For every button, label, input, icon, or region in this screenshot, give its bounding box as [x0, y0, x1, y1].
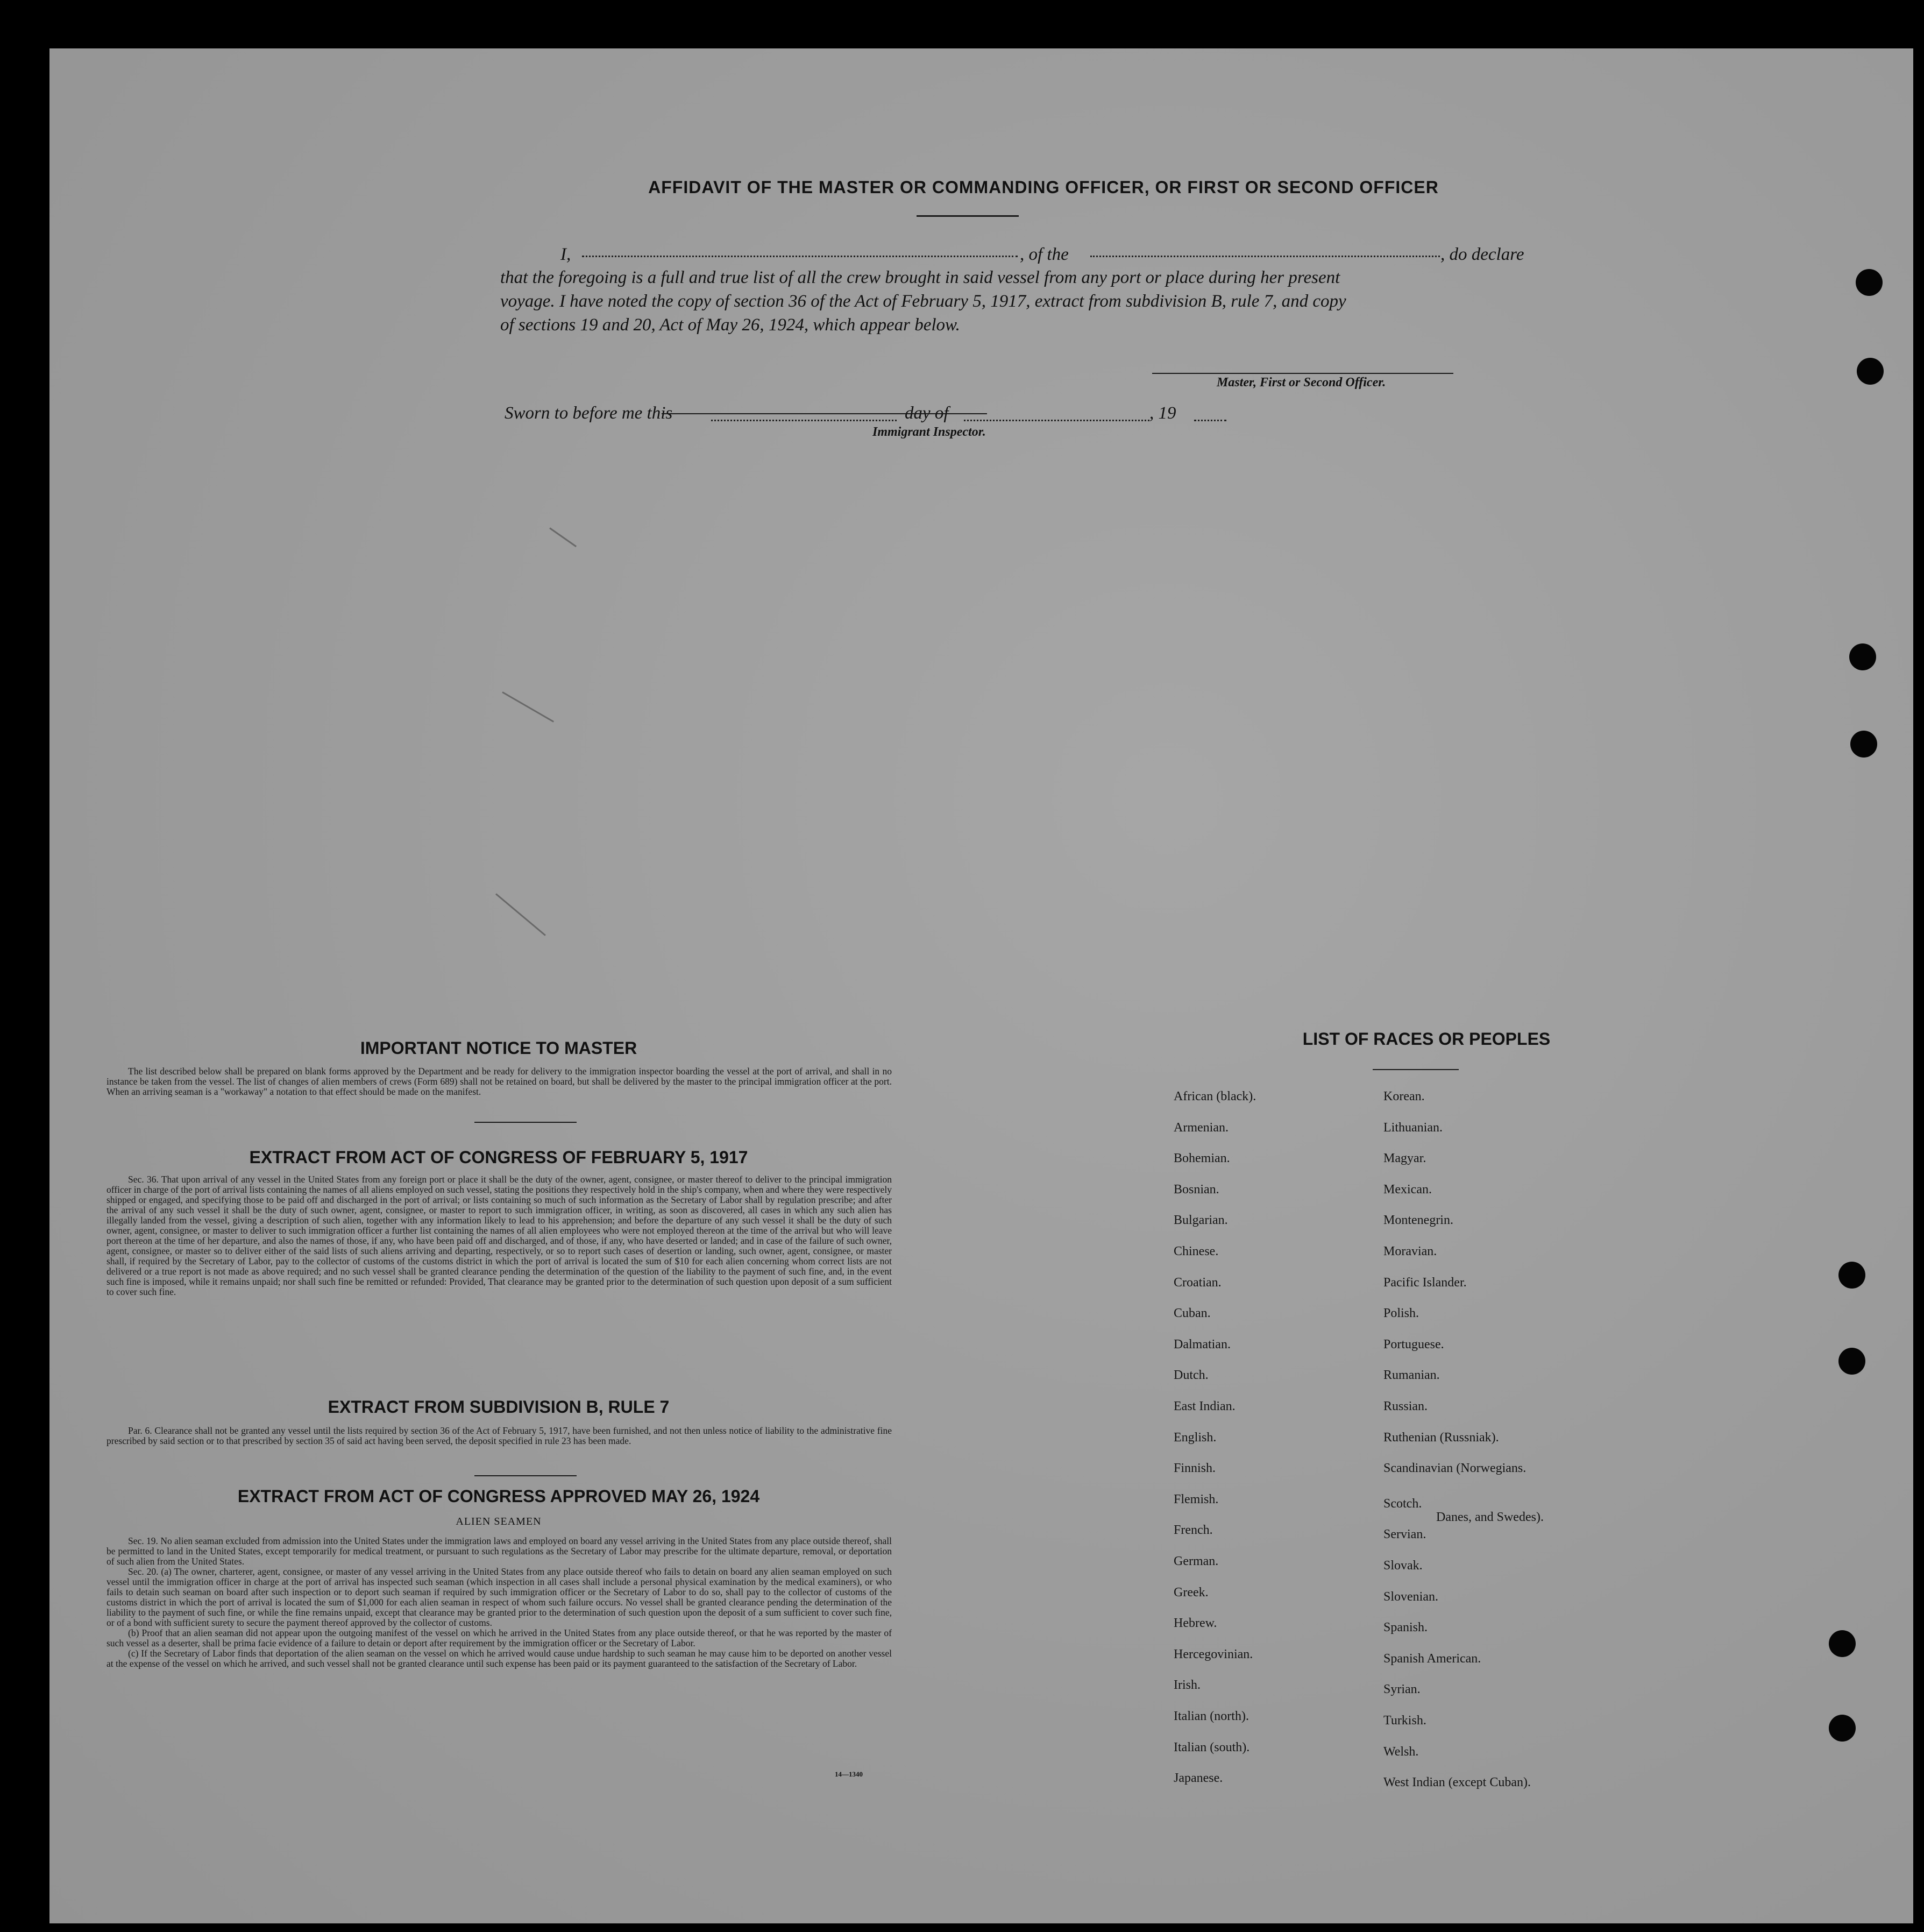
- punch-hole: [1850, 731, 1877, 758]
- affidavit-line-3: voyage. I have noted the copy of section 36 of the Act of February 5, 1917, extract from subdivision B, rule 7, and copy: [500, 292, 1346, 311]
- race-item: Ruthenian (Russniak).: [1383, 1430, 1499, 1445]
- paper-scratch: [502, 691, 554, 723]
- race-item: Servian.: [1383, 1527, 1426, 1542]
- notice-text: [107, 1066, 892, 1097]
- race-item: Greek.: [1174, 1585, 1209, 1600]
- race-item: Scotch.: [1383, 1496, 1422, 1511]
- race-item: Spanish American.: [1383, 1651, 1481, 1666]
- affidavit-of-the: , of the: [1020, 245, 1069, 264]
- race-item: Lithuanian.: [1383, 1120, 1443, 1135]
- race-item: Japanese.: [1174, 1771, 1223, 1786]
- notice-title: IMPORTANT NOTICE TO MASTER: [360, 1038, 637, 1058]
- race-item: Spanish.: [1383, 1620, 1428, 1635]
- race-item: Hercegovinian.: [1174, 1647, 1253, 1661]
- vessel-blank[interactable]: [1090, 256, 1440, 257]
- race-item: Slovak.: [1383, 1559, 1423, 1573]
- year-prefix: , 19: [1149, 404, 1176, 423]
- affidavit-do-declare: , do declare: [1440, 245, 1524, 264]
- extract-1924-text: [107, 1536, 892, 1669]
- race-item: Turkish.: [1383, 1714, 1426, 1728]
- punch-hole: [1838, 1262, 1865, 1289]
- title-underline: [917, 215, 1019, 217]
- punch-hole: [1857, 358, 1884, 385]
- race-item: Hebrew.: [1174, 1616, 1217, 1631]
- race-item: Portuguese.: [1383, 1337, 1444, 1351]
- race-item: Italian (south).: [1174, 1740, 1250, 1754]
- rule7-title: EXTRACT FROM SUBDIVISION B, RULE 7: [328, 1397, 670, 1417]
- punch-hole: [1849, 643, 1876, 670]
- paper-scratch: [549, 527, 577, 547]
- day-of-label: day of: [905, 404, 949, 423]
- race-item: English.: [1174, 1430, 1217, 1445]
- inspector-signature-line[interactable]: [662, 413, 987, 414]
- sec-36-paragraph: Sec. 36. That upon arrival of any vessel in the United States from any foreign port or place it shall be the duty of the owner, agent, consignee, or master thereof to deliver to the principal immigration officer in charge of the port of arrival lists containing the names of all aliens employed on such vessel, stating the positions they respectively hold in the ship's company, when and where they were respectively shipped or engaged, and specifying those to be paid off and discharged in the port of arrival; or lists containing so much of such information as the Secretary of Labor shall by regulation prescribe; and after the arrival of any such vessel it shall be the duty of such owner, agent, consignee, or master to report to such immigration officer, in writing, as soon as discovered, all cases in which any such alien has illegally landed from the vessel, giving a description of such alien, together with any information likely to lead to his apprehension; and before the departure of any such vessel it shall be the duty of such owner, agent, consignee, or master to deliver to such immigration officer a further list containing the names of all alien employees who were not employed thereon at the time of the arrival but who will leave port thereon at the time of her departure, and also the names of those, if any, who have been paid off and discharged, and of those, if any, who have deserted or landed; and in case of the failure of such owner, agent, consignee, or master so to deliver either of the said lists of such aliens arriving and departing, respectively, or so to report such cases of desertion or landing, such owner, agent, consignee, or master shall, if required by the Secretary of Labor, pay to the collector of customs of the customs district in which the port of arrival is located the sum of $10 for each alien concerning whom correct lists are not delivered or a true report is not made as above required; and no such vessel shall be granted clearance pending the determination of the question of the liability to the payment of such fine, and, in the event such fine is imposed, while it remains unpaid; nor shall such fine be remitted or refunded: Provided, That clearance may be granted prior to the determination of such question upon deposit of a sum sufficient to cover such fine.: [107, 1174, 892, 1297]
- race-item: Montenegrin.: [1383, 1213, 1453, 1228]
- affidavit-title: AFFIDAVIT OF THE MASTER OR COMMANDING OFFICER, OR FIRST OR SECOND OFFICER: [648, 178, 1439, 197]
- race-item: Polish.: [1383, 1306, 1419, 1321]
- sec-20b-paragraph: (b) Proof that an alien seaman did not appear upon the outgoing manifest of the vessel on which he arrived in the United States from any place outside thereof, or that he was reported by the master of such vessel as a deserter, shall be prima facie evidence of a failure to detain or deport after requirement by the immigration officer or the Secretary of Labor.: [107, 1627, 892, 1648]
- race-item: Rumanian.: [1383, 1368, 1440, 1383]
- sec-20c-paragraph: (c) If the Secretary of Labor finds that deportation of the alien seaman on the vessel on which he arrived would cause undue hardship to such seaman he may cause him to be deported on another vessel at the expense of the vessel on which he arrived, and such vessel shall not be granted clearance until such expense has been paid or its payment guaranteed to the satisfaction of the Secretary of Labor.: [107, 1648, 892, 1669]
- name-blank[interactable]: [582, 256, 1018, 257]
- master-signature-line[interactable]: [1152, 373, 1453, 374]
- race-item: West Indian (except Cuban).: [1383, 1775, 1531, 1790]
- form-number: 14—1340: [835, 1770, 863, 1778]
- race-item: Moravian.: [1383, 1244, 1437, 1258]
- punch-hole: [1829, 1630, 1856, 1657]
- race-item: Syrian.: [1383, 1682, 1421, 1697]
- race-item: Korean.: [1383, 1089, 1425, 1103]
- race-item: Magyar.: [1383, 1151, 1426, 1166]
- alien-seamen-subtitle: ALIEN SEAMEN: [456, 1516, 542, 1527]
- sec-19-paragraph: Sec. 19. No alien seaman excluded from admission into the United States under the immigration laws and employed on board any vessel arriving in the United States from any place outside thereof, shall be permitted to land in the United States, except temporarily for medical treatment, or pursuant to such regulations as the Secretary of Labor may prescribe for the ultimate departure, removal, or deportation of such alien from the United States.: [107, 1535, 892, 1567]
- section-divider: [474, 1475, 577, 1476]
- race-item: Mexican.: [1383, 1182, 1432, 1197]
- race-item: Cuban.: [1174, 1306, 1211, 1321]
- race-item: Bosnian.: [1174, 1182, 1219, 1197]
- race-item: Scandinavian (Norwegians.: [1383, 1461, 1527, 1476]
- inspector-caption: Immigrant Inspector.: [872, 425, 986, 439]
- notice-paragraph: The list described below shall be prepared on blank forms approved by the Department and be ready for delivery to the immigration inspector boarding the vessel at the port of arrival, and shall in no instance be taken from the vessel. The list of changes of alien members of crews (Form 689) shall not be retained on board, but shall be delivered by the master to the principal immigration officer at the port. When an arriving seaman is a "workaway" a notation to that effect should be made on the manifest.: [107, 1066, 892, 1097]
- section-divider: [474, 1122, 577, 1123]
- punch-hole: [1838, 1348, 1865, 1375]
- race-item: Pacific Islander.: [1383, 1275, 1467, 1290]
- sec-20a-paragraph: Sec. 20. (a) The owner, charterer, agent, consignee, or master of any vessel arriving in the United States from any place outside thereof who fails to detain on board any alien seaman employed on such vessel until the immigration officer in charge at the port of arrival has inspected such seaman (which inspection in all cases shall include a personal physical examination by the medical examiners), or who fails to detain such seaman on board after such inspection or to deport such seaman if required by such immigration officer or the Secretary of Labor to do so, shall pay to the collector of customs of the customs district in which the port of arrival is located the sum of $1,000 for each alien seaman in respect of whom such failure occurs. No vessel shall be granted clearance pending the determination of the liability to the payment of such fine, or while the fine remains unpaid, except that clearance may be granted prior to the determination of such question upon the deposit of a sum sufficient to cover such fine, or of a bond with sufficient surety to secure the payment thereof approved by the collector of customs.: [107, 1566, 892, 1628]
- punch-hole: [1856, 269, 1883, 296]
- race-item: Flemish.: [1174, 1492, 1219, 1506]
- race-item: Croatian.: [1174, 1275, 1222, 1290]
- race-item: Dutch.: [1174, 1368, 1209, 1383]
- race-item: German.: [1174, 1554, 1219, 1568]
- punch-hole: [1829, 1715, 1856, 1742]
- paper-scratch: [495, 893, 546, 936]
- races-title: LIST OF RACES OR PEOPLES: [1302, 1029, 1551, 1049]
- affidavit-line-4: of sections 19 and 20, Act of May 26, 1924, which appear below.: [500, 315, 960, 335]
- extract-1917-title: EXTRACT FROM ACT OF CONGRESS OF FEBRUARY 5, 1917: [249, 1148, 748, 1167]
- sworn-label: Sworn to before me this: [505, 404, 673, 423]
- race-item: Bulgarian.: [1174, 1213, 1228, 1228]
- rule7-text: [107, 1426, 892, 1446]
- race-item: Finnish.: [1174, 1461, 1216, 1476]
- race-item: Armenian.: [1174, 1120, 1229, 1135]
- race-item: Italian (north).: [1174, 1709, 1249, 1723]
- race-item: Chinese.: [1174, 1244, 1219, 1258]
- affidavit-line-2: that the foregoing is a full and true list of all the crew brought in said vessel from any port or place during her present: [500, 268, 1340, 287]
- master-caption: Master, First or Second Officer.: [1217, 376, 1386, 390]
- extract-1917-text: [107, 1174, 892, 1297]
- race-item: Bohemian.: [1174, 1151, 1230, 1166]
- race-item: East Indian.: [1174, 1399, 1236, 1413]
- race-item: Russian.: [1383, 1399, 1428, 1413]
- races-title-underline: [1373, 1069, 1459, 1070]
- sworn-day-blank[interactable]: [711, 420, 897, 421]
- affidavit-i-label: I,: [560, 245, 571, 264]
- race-item-continuation: Danes, and Swedes).: [1436, 1510, 1544, 1524]
- race-item: Welsh.: [1383, 1744, 1419, 1759]
- extract-1924-title: EXTRACT FROM ACT OF CONGRESS APPROVED MAY 26, 1924: [237, 1487, 760, 1506]
- document-page: [49, 48, 1913, 1923]
- sworn-month-blank[interactable]: [964, 420, 1149, 421]
- par-6-paragraph: Par. 6. Clearance shall not be granted any vessel until the lists required by section 36 of the Act of February 5, 1917, have been furnished, and not then unless notice of liability to the administrative fine prescribed by said section or to that prescribed by section 35 of said act having been served, the deposit specified in rule 23 has been made.: [107, 1425, 892, 1446]
- race-item: Dalmatian.: [1174, 1337, 1231, 1351]
- race-item: African (black).: [1174, 1089, 1256, 1103]
- race-item: Irish.: [1174, 1678, 1201, 1693]
- sworn-year-blank[interactable]: [1194, 420, 1226, 421]
- race-item: Slovenian.: [1383, 1589, 1438, 1604]
- race-item: French.: [1174, 1523, 1213, 1538]
